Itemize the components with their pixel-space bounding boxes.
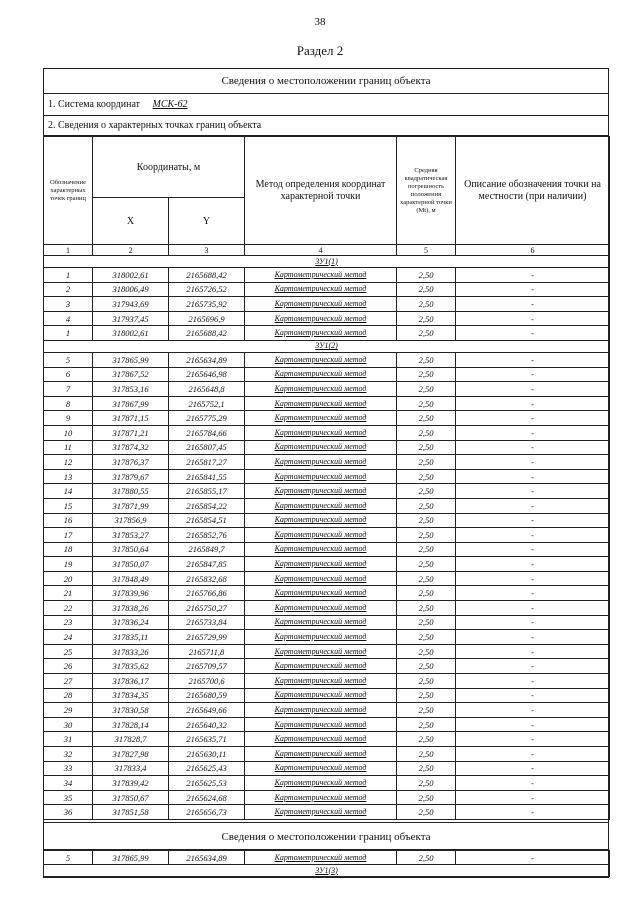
- description-cell: -: [456, 382, 610, 397]
- coord-y: 2165729,99: [169, 630, 245, 645]
- table-row: [44, 326, 610, 341]
- error-cell: 2,50: [397, 440, 456, 455]
- point-number: 18: [44, 542, 93, 557]
- description-cell: -: [456, 268, 610, 283]
- table-row: [44, 601, 610, 616]
- error-cell: 2,50: [397, 601, 456, 616]
- error-cell: 2,50: [397, 851, 456, 865]
- description-cell: -: [456, 469, 610, 484]
- coord-x: 317848,49: [93, 571, 169, 586]
- point-number: 36: [44, 805, 93, 820]
- table-row: [44, 630, 610, 645]
- table-row: [44, 732, 610, 747]
- table-row: [44, 557, 610, 572]
- coord-y: 2165847,85: [169, 557, 245, 572]
- coord-x: 317836,24: [93, 615, 169, 630]
- method-cell: Картометрический метод: [245, 411, 397, 426]
- error-cell: 2,50: [397, 352, 456, 367]
- continuation-title: Сведения о местоположении границ объекта: [43, 822, 609, 850]
- error-cell: 2,50: [397, 659, 456, 674]
- error-cell: 2,50: [397, 790, 456, 805]
- error-cell: 2,50: [397, 542, 456, 557]
- coord-y: 2165649,66: [169, 703, 245, 718]
- description-cell: -: [456, 455, 610, 470]
- method-cell: Картометрический метод: [245, 367, 397, 382]
- coord-x: 317876,37: [93, 455, 169, 470]
- point-number: 8: [44, 396, 93, 411]
- method-cell: Картометрический метод: [245, 790, 397, 805]
- coord-y: 2165766,86: [169, 586, 245, 601]
- coord-y: 2165625,43: [169, 761, 245, 776]
- description-cell: -: [456, 659, 610, 674]
- coord-y: 2165648,8: [169, 382, 245, 397]
- method-cell: Картометрический метод: [245, 630, 397, 645]
- error-cell: 2,50: [397, 282, 456, 297]
- point-number: 21: [44, 586, 93, 601]
- point-number: 4: [44, 311, 93, 326]
- continuation-table: [43, 850, 610, 877]
- group-title: ЗУ1(1): [44, 256, 610, 268]
- error-cell: 2,50: [397, 498, 456, 513]
- coord-x: 317943,69: [93, 297, 169, 312]
- error-cell: 2,50: [397, 484, 456, 499]
- error-cell: 2,50: [397, 747, 456, 762]
- point-number: 19: [44, 557, 93, 572]
- description-cell: -: [456, 644, 610, 659]
- description-cell: -: [456, 703, 610, 718]
- coord-x: 317828,7: [93, 732, 169, 747]
- method-cell: Картометрический метод: [245, 425, 397, 440]
- description-cell: -: [456, 282, 610, 297]
- error-cell: 2,50: [397, 805, 456, 820]
- coord-x: 318002,61: [93, 326, 169, 341]
- table-row: [44, 615, 610, 630]
- coord-x: 317838,26: [93, 601, 169, 616]
- header-method: Метод определения координат характерной точки: [245, 137, 397, 245]
- error-cell: 2,50: [397, 367, 456, 382]
- coordinate-system-value: МСК-62: [152, 99, 188, 110]
- point-number: 2: [44, 282, 93, 297]
- error-cell: 2,50: [397, 455, 456, 470]
- description-cell: -: [456, 396, 610, 411]
- error-cell: 2,50: [397, 326, 456, 341]
- column-number: 4: [245, 245, 397, 256]
- description-cell: -: [456, 297, 610, 312]
- coord-x: 317879,67: [93, 469, 169, 484]
- method-cell: Картометрический метод: [245, 311, 397, 326]
- method-cell: Картометрический метод: [245, 557, 397, 572]
- table-row: [44, 747, 610, 762]
- table-row: [44, 571, 610, 586]
- coord-x: 318006,49: [93, 282, 169, 297]
- table-row: [44, 659, 610, 674]
- description-cell: -: [456, 367, 610, 382]
- coord-y: 2165854,22: [169, 498, 245, 513]
- coord-x: 317833,26: [93, 644, 169, 659]
- description-cell: -: [456, 615, 610, 630]
- header-y: Y: [169, 198, 245, 245]
- point-number: 30: [44, 717, 93, 732]
- point-number: 11: [44, 440, 93, 455]
- description-cell: -: [456, 761, 610, 776]
- method-cell: Картометрический метод: [245, 601, 397, 616]
- section-title: Раздел 2: [296, 43, 344, 58]
- coord-x: 317874,32: [93, 440, 169, 455]
- point-number: 9: [44, 411, 93, 426]
- description-cell: -: [456, 717, 610, 732]
- coord-y: 2165784,66: [169, 425, 245, 440]
- coord-y: 2165634,89: [169, 851, 245, 865]
- description-cell: -: [456, 513, 610, 528]
- point-number: 1: [44, 326, 93, 341]
- point-number: 27: [44, 674, 93, 689]
- point-number: 24: [44, 630, 93, 645]
- coord-y: 2165709,57: [169, 659, 245, 674]
- header-designation: Обозначение характерных точек границ: [44, 137, 93, 245]
- point-number: 23: [44, 615, 93, 630]
- method-cell: Картометрический метод: [245, 732, 397, 747]
- description-cell: -: [456, 732, 610, 747]
- points-table: [43, 136, 610, 820]
- coord-x: 318002,61: [93, 268, 169, 283]
- point-number: 32: [44, 747, 93, 762]
- coord-x: 317937,45: [93, 311, 169, 326]
- coord-x: 317827,98: [93, 747, 169, 762]
- error-cell: 2,50: [397, 615, 456, 630]
- point-number: 5: [44, 851, 93, 865]
- description-cell: -: [456, 674, 610, 689]
- method-cell: Картометрический метод: [245, 542, 397, 557]
- header-description: Описание обозначения точки на местности (при наличии): [456, 137, 610, 245]
- coord-y: 2165817,27: [169, 455, 245, 470]
- coord-x: 317834,35: [93, 688, 169, 703]
- group-title: ЗУ1(3): [44, 865, 610, 877]
- point-number: 12: [44, 455, 93, 470]
- coord-x: 317835,62: [93, 659, 169, 674]
- method-cell: Картометрический метод: [245, 513, 397, 528]
- description-cell: -: [456, 601, 610, 616]
- coord-x: 317839,96: [93, 586, 169, 601]
- method-cell: Картометрический метод: [245, 297, 397, 312]
- coord-y: 2165634,89: [169, 352, 245, 367]
- description-cell: -: [456, 311, 610, 326]
- coord-y: 2165807,45: [169, 440, 245, 455]
- description-cell: -: [456, 440, 610, 455]
- coord-x: 317871,99: [93, 498, 169, 513]
- coord-x: 317871,21: [93, 425, 169, 440]
- description-cell: -: [456, 411, 610, 426]
- coord-y: 2165700,6: [169, 674, 245, 689]
- coordinate-system-label: 1. Система координат: [48, 99, 141, 110]
- method-cell: Картометрический метод: [245, 382, 397, 397]
- error-cell: 2,50: [397, 411, 456, 426]
- description-cell: -: [456, 805, 610, 820]
- method-cell: Картометрический метод: [245, 717, 397, 732]
- description-cell: -: [456, 747, 610, 762]
- error-cell: 2,50: [397, 688, 456, 703]
- point-number: 10: [44, 425, 93, 440]
- description-cell: -: [456, 557, 610, 572]
- method-cell: Картометрический метод: [245, 455, 397, 470]
- table-row: [44, 396, 610, 411]
- table-row: [44, 717, 610, 732]
- method-cell: Картометрический метод: [245, 615, 397, 630]
- coord-x: 317839,42: [93, 776, 169, 791]
- coord-x: 317867,99: [93, 396, 169, 411]
- coord-y: 2165640,32: [169, 717, 245, 732]
- page-number: 38: [314, 16, 326, 28]
- coord-y: 2165841,55: [169, 469, 245, 484]
- coord-y: 2165630,11: [169, 747, 245, 762]
- coord-y: 2165726,52: [169, 282, 245, 297]
- error-cell: 2,50: [397, 297, 456, 312]
- point-number: 5: [44, 352, 93, 367]
- method-cell: Картометрический метод: [245, 440, 397, 455]
- method-cell: Картометрический метод: [245, 747, 397, 762]
- description-cell: -: [456, 352, 610, 367]
- description-cell: -: [456, 571, 610, 586]
- coord-y: 2165646,98: [169, 367, 245, 382]
- error-cell: 2,50: [397, 571, 456, 586]
- error-cell: 2,50: [397, 513, 456, 528]
- description-cell: -: [456, 425, 610, 440]
- group-title: ЗУ1(2): [44, 340, 610, 352]
- description-cell: -: [456, 498, 610, 513]
- coord-x: 317830,58: [93, 703, 169, 718]
- table-row: [44, 311, 610, 326]
- coord-x: 317850,67: [93, 790, 169, 805]
- coord-x: 317850,07: [93, 557, 169, 572]
- block-title: Сведения о местоположении границ объекта: [43, 68, 609, 94]
- method-cell: Картометрический метод: [245, 469, 397, 484]
- column-number: 5: [397, 245, 456, 256]
- point-number: 15: [44, 498, 93, 513]
- coordinate-system-line: [43, 94, 609, 116]
- error-cell: 2,50: [397, 644, 456, 659]
- error-cell: 2,50: [397, 268, 456, 283]
- coord-y: 2165855,17: [169, 484, 245, 499]
- coord-y: 2165635,71: [169, 732, 245, 747]
- method-cell: Картометрический метод: [245, 484, 397, 499]
- method-cell: Картометрический метод: [245, 688, 397, 703]
- table-row: [44, 425, 610, 440]
- table-row: [44, 703, 610, 718]
- method-cell: Картометрический метод: [245, 776, 397, 791]
- table-row: [44, 513, 610, 528]
- table-row: [44, 674, 610, 689]
- coord-x: 317865,99: [93, 352, 169, 367]
- point-number: 6: [44, 367, 93, 382]
- table-row: [44, 469, 610, 484]
- error-cell: 2,50: [397, 425, 456, 440]
- method-cell: Картометрический метод: [245, 528, 397, 543]
- error-cell: 2,50: [397, 528, 456, 543]
- coord-y: 2165852,76: [169, 528, 245, 543]
- point-number: 13: [44, 469, 93, 484]
- header-x: X: [93, 198, 169, 245]
- table-row: [44, 367, 610, 382]
- coord-y: 2165735,92: [169, 297, 245, 312]
- method-cell: Картометрический метод: [245, 326, 397, 341]
- method-cell: Картометрический метод: [245, 851, 397, 865]
- coord-y: 2165696,9: [169, 311, 245, 326]
- coord-x: 317867,52: [93, 367, 169, 382]
- table-row: [44, 352, 610, 367]
- coord-y: 2165680,59: [169, 688, 245, 703]
- column-number: 3: [169, 245, 245, 256]
- coord-y: 2165656,73: [169, 805, 245, 820]
- point-number: 34: [44, 776, 93, 791]
- point-number: 7: [44, 382, 93, 397]
- coord-y: 2165733,84: [169, 615, 245, 630]
- method-cell: Картометрический метод: [245, 644, 397, 659]
- error-cell: 2,50: [397, 382, 456, 397]
- point-number: 25: [44, 644, 93, 659]
- table-row: [44, 498, 610, 513]
- coord-y: 2165750,27: [169, 601, 245, 616]
- table-row: [44, 282, 610, 297]
- coord-x: 317835,11: [93, 630, 169, 645]
- error-cell: 2,50: [397, 776, 456, 791]
- error-cell: 2,50: [397, 311, 456, 326]
- point-number: 35: [44, 790, 93, 805]
- coord-x: 317836,17: [93, 674, 169, 689]
- point-number: 16: [44, 513, 93, 528]
- coord-x: 317853,16: [93, 382, 169, 397]
- method-cell: Картометрический метод: [245, 586, 397, 601]
- header-error: Средняя квадратическая погрешность положения характерной точки (Mt), м: [397, 137, 456, 245]
- method-cell: Картометрический метод: [245, 761, 397, 776]
- table-row: [44, 761, 610, 776]
- coord-y: 2165625,53: [169, 776, 245, 791]
- method-cell: Картометрический метод: [245, 674, 397, 689]
- point-number: 28: [44, 688, 93, 703]
- coord-y: 2165849,7: [169, 542, 245, 557]
- coord-y: 2165752,1: [169, 396, 245, 411]
- description-cell: -: [456, 790, 610, 805]
- method-cell: Картометрический метод: [245, 571, 397, 586]
- column-number: 6: [456, 245, 610, 256]
- description-cell: -: [456, 528, 610, 543]
- error-cell: 2,50: [397, 557, 456, 572]
- point-number: 29: [44, 703, 93, 718]
- point-number: 26: [44, 659, 93, 674]
- coord-y: 2165711,8: [169, 644, 245, 659]
- method-cell: Картометрический метод: [245, 282, 397, 297]
- coord-y: 2165832,68: [169, 571, 245, 586]
- error-cell: 2,50: [397, 732, 456, 747]
- coord-x: 317833,4: [93, 761, 169, 776]
- table-row: [44, 805, 610, 820]
- point-number: 17: [44, 528, 93, 543]
- coord-y: 2165854,51: [169, 513, 245, 528]
- point-number: 1: [44, 268, 93, 283]
- coord-x: 317865,99: [93, 851, 169, 865]
- coord-x: 317853,27: [93, 528, 169, 543]
- error-cell: 2,50: [397, 469, 456, 484]
- error-cell: 2,50: [397, 717, 456, 732]
- description-cell: -: [456, 484, 610, 499]
- coord-x: 317828,14: [93, 717, 169, 732]
- method-cell: Картометрический метод: [245, 659, 397, 674]
- table-row: [44, 851, 610, 865]
- table-row: [44, 586, 610, 601]
- column-number: 1: [44, 245, 93, 256]
- point-number: 22: [44, 601, 93, 616]
- table-row: [44, 455, 610, 470]
- description-cell: -: [456, 542, 610, 557]
- description-cell: -: [456, 586, 610, 601]
- error-cell: 2,50: [397, 674, 456, 689]
- coord-y: 2165775,29: [169, 411, 245, 426]
- error-cell: 2,50: [397, 703, 456, 718]
- table-row: [44, 776, 610, 791]
- table-row: [44, 411, 610, 426]
- column-number: 2: [93, 245, 169, 256]
- coord-y: 2165688,42: [169, 268, 245, 283]
- header-coordinates: Координаты, м: [93, 137, 245, 198]
- table-row: [44, 382, 610, 397]
- coord-x: 317871,15: [93, 411, 169, 426]
- table-row: [44, 484, 610, 499]
- error-cell: 2,50: [397, 396, 456, 411]
- point-number: 3: [44, 297, 93, 312]
- table-row: [44, 790, 610, 805]
- coord-x: 317856,9: [93, 513, 169, 528]
- table-row: [44, 297, 610, 312]
- coord-x: 317850,64: [93, 542, 169, 557]
- description-cell: -: [456, 851, 610, 865]
- error-cell: 2,50: [397, 586, 456, 601]
- point-number: 31: [44, 732, 93, 747]
- description-cell: -: [456, 630, 610, 645]
- table-row: [44, 644, 610, 659]
- coord-y: 2165688,42: [169, 326, 245, 341]
- coord-y: 2165624,68: [169, 790, 245, 805]
- description-cell: -: [456, 326, 610, 341]
- method-cell: Картометрический метод: [245, 498, 397, 513]
- method-cell: Картометрический метод: [245, 352, 397, 367]
- point-number: 14: [44, 484, 93, 499]
- coord-x: 317851,58: [93, 805, 169, 820]
- error-cell: 2,50: [397, 761, 456, 776]
- method-cell: Картометрический метод: [245, 268, 397, 283]
- points-section-label: 2. Сведения о характерных точках границ объекта: [43, 116, 609, 136]
- method-cell: Картометрический метод: [245, 703, 397, 718]
- table-row: [44, 440, 610, 455]
- error-cell: 2,50: [397, 630, 456, 645]
- method-cell: Картометрический метод: [245, 805, 397, 820]
- description-cell: -: [456, 776, 610, 791]
- table-row: [44, 268, 610, 283]
- column-numbers-row: [44, 245, 610, 256]
- description-cell: -: [456, 688, 610, 703]
- point-number: 33: [44, 761, 93, 776]
- method-cell: Картометрический метод: [245, 396, 397, 411]
- table-row: [44, 688, 610, 703]
- point-number: 20: [44, 571, 93, 586]
- coord-x: 317880,55: [93, 484, 169, 499]
- table-row: [44, 528, 610, 543]
- table-row: [44, 542, 610, 557]
